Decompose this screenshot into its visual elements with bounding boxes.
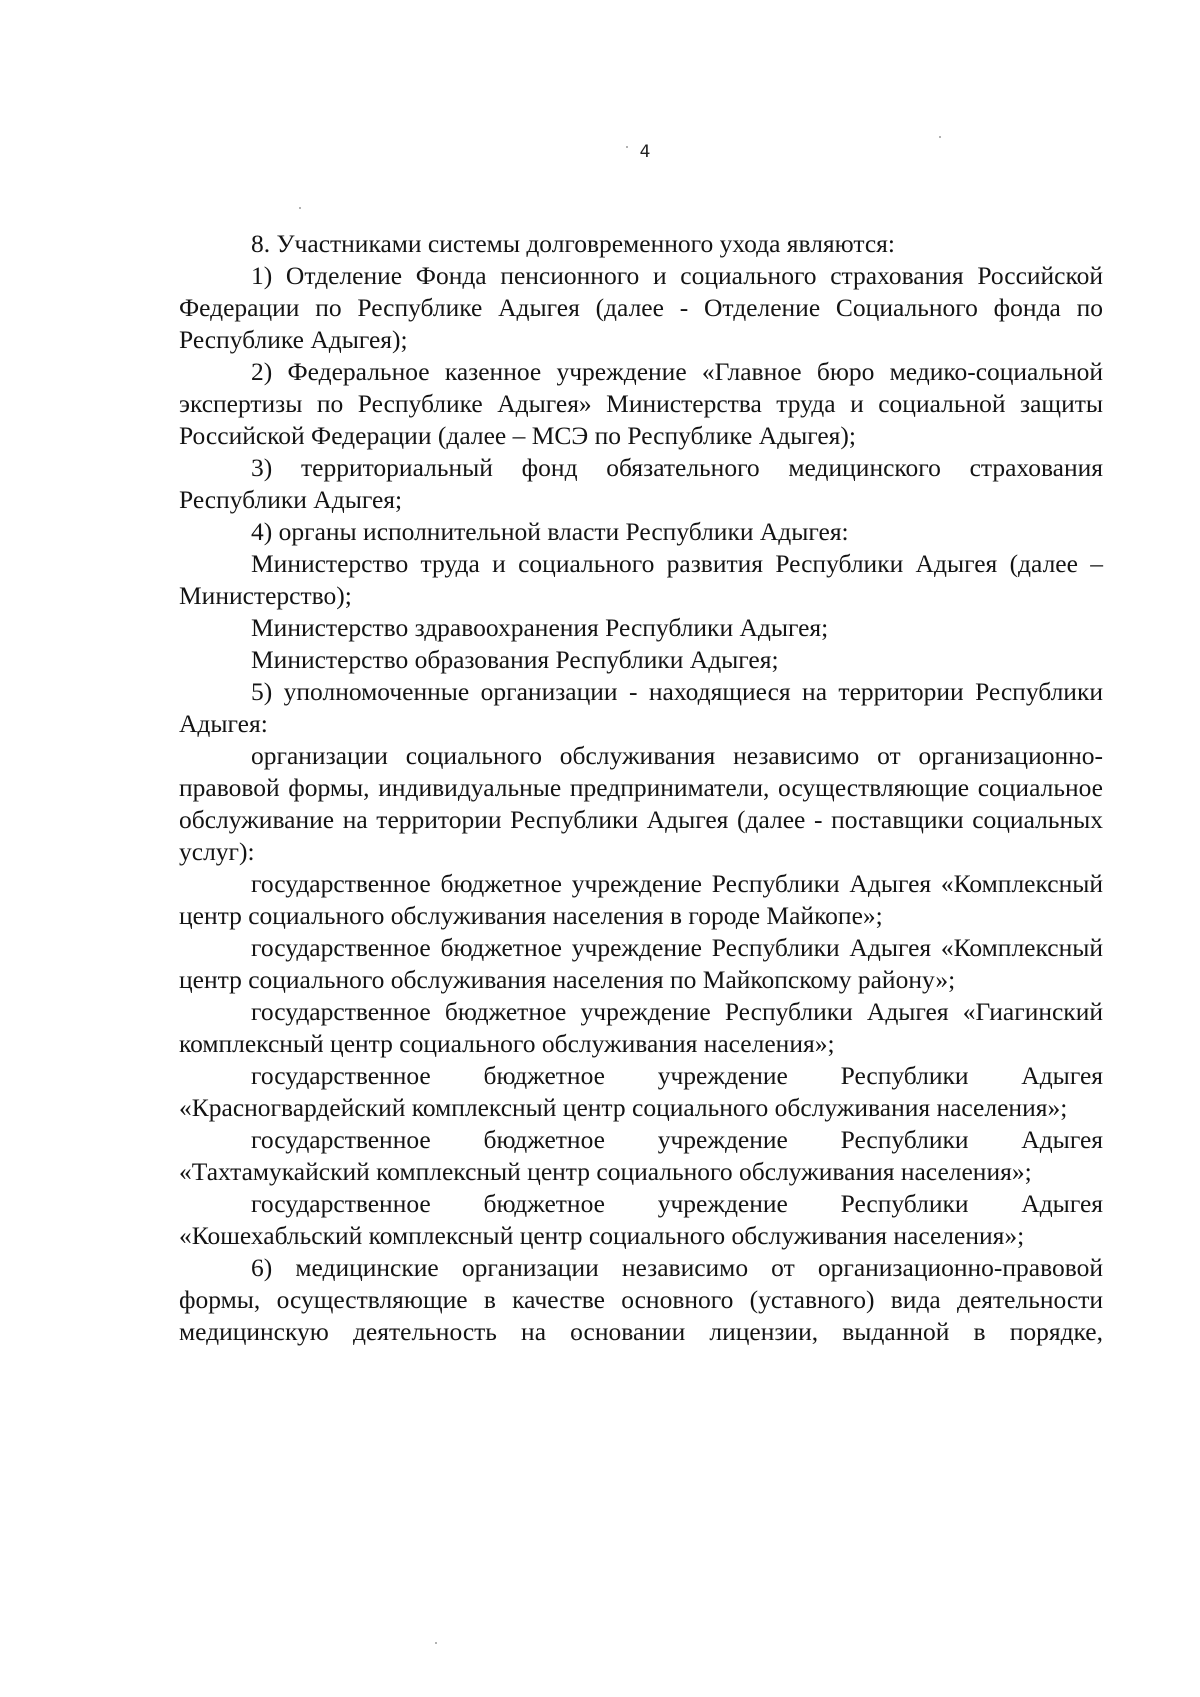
scan-speck	[626, 146, 628, 148]
paragraph-social-service-providers: организации социального обслуживания независимо от организационно-правовой формы, индивидуальные предприниматели, осуществляющие социальное обслуживание на территории Республики Адыгея (далее - поставщики социальных услуг):	[179, 741, 1103, 866]
paragraph-participant-6: 6) медицинские организации независимо от организационно-правовой формы, осуществляющие в качестве основного (уставного) вида деятельности медицинскую деятельность на основании лицензии, выданной в порядке,	[179, 1253, 1103, 1346]
document-body	[179, 228, 1103, 1348]
paragraph-participant-5: 5) уполномоченные организации - находящиеся на территории Республики Адыгея:	[179, 677, 1103, 738]
paragraph-institution-maykop-district: государственное бюджетное учреждение Республики Адыгея «Комплексный центр социального обслуживания населения по Майкопскому району»;	[179, 933, 1103, 994]
scan-speck	[939, 136, 941, 138]
paragraph-participant-1: 1) Отделение Фонда пенсионного и социального страхования Российской Федерации по Республике Адыгея (далее - Отделение Социального фонда по Республике Адыгея);	[179, 261, 1103, 354]
page-number: 4	[639, 142, 651, 162]
paragraph-institution-krasnogvardeysky: государственное бюджетное учреждение Республики Адыгея «Красногвардейский комплексный центр социального обслуживания населения»;	[179, 1061, 1103, 1122]
scan-speck	[435, 1642, 437, 1644]
scan-speck	[299, 207, 301, 209]
paragraph-ministry-education: Министерство образования Республики Адыгея;	[251, 645, 779, 674]
paragraph-participant-3: 3) территориальный фонд обязательного медицинского страхования Республики Адыгея;	[179, 453, 1103, 514]
paragraph-institution-maykop-city: государственное бюджетное учреждение Республики Адыгея «Комплексный центр социального обслуживания населения в городе Майкопе»;	[179, 869, 1103, 930]
paragraph-institution-takhtamukaysky: государственное бюджетное учреждение Республики Адыгея «Тахтамукайский комплексный центр социального обслуживания населения»;	[179, 1125, 1103, 1186]
paragraph-item-8-heading: 8. Участниками системы долговременного ухода являются:	[251, 229, 895, 258]
paragraph-participant-2: 2) Федеральное казенное учреждение «Главное бюро медико-социальной экспертизы по Республике Адыгея» Министерства труда и социальной защиты Российской Федерации (далее – МСЭ по Республике Адыгея);	[179, 357, 1103, 450]
paragraph-institution-koshekhablsky: государственное бюджетное учреждение Республики Адыгея «Кошехабльский комплексный центр социального обслуживания населения»;	[179, 1189, 1103, 1250]
paragraph-ministry-health: Министерство здравоохранения Республики Адыгея;	[251, 613, 829, 642]
paragraph-institution-giaginsky: государственное бюджетное учреждение Республики Адыгея «Гиагинский комплексный центр социального обслуживания населения»;	[179, 997, 1103, 1058]
paragraph-ministry-labor: Министерство труда и социального развития Республики Адыгея (далее – Министерство);	[179, 549, 1103, 610]
paragraph-participant-4: 4) органы исполнительной власти Республики Адыгея:	[251, 517, 849, 546]
